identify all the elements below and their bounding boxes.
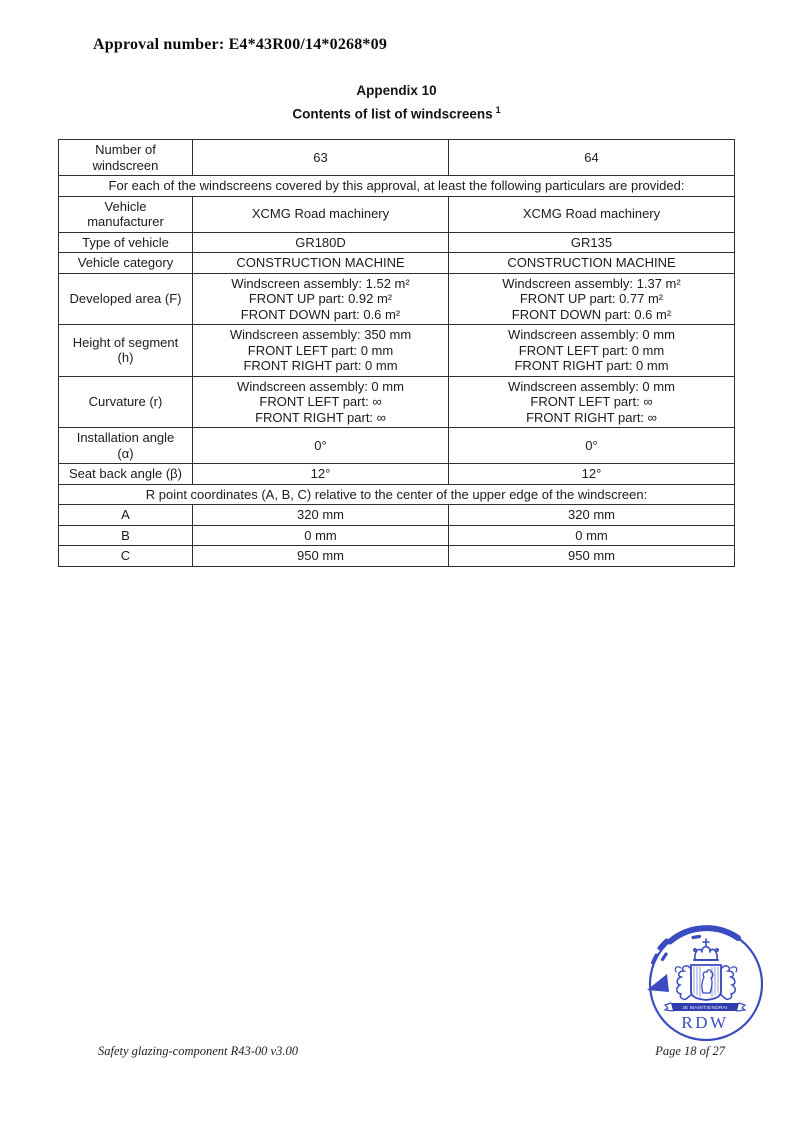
- cell-line: Windscreen assembly: 350 mm: [229, 327, 412, 342]
- page-title-text: Contents of list of windscreens: [292, 106, 493, 122]
- cell-line: 0°: [585, 437, 598, 453]
- row-label-cell: [59, 196, 193, 232]
- value-cell: [193, 525, 449, 546]
- swoosh-arc: [670, 928, 738, 941]
- value-cell: [193, 428, 449, 464]
- table-span-cell: For each of the windscreens covered by this approval, at least the following particulars are provided:: [59, 176, 735, 197]
- cell-line: Curvature (r): [88, 394, 163, 409]
- cell-line: Windscreen assembly: 1.37 m²: [502, 275, 681, 291]
- table-row: [59, 273, 735, 325]
- cell-line: Number of: [95, 142, 156, 157]
- value-cell: [193, 253, 449, 274]
- footer-document-version: Safety glazing-component R43-00 v3.00: [98, 1044, 298, 1058]
- cell-line: 320 mm: [568, 507, 615, 522]
- stamp-motto: JE MAINTIENDRAI: [682, 1005, 728, 1010]
- swoosh-dash-icon: [653, 956, 657, 963]
- cell-line: FRONT UP part: 0.92 m²: [248, 291, 393, 306]
- swoosh-dash-icon: [663, 954, 667, 960]
- cell-line: 0 mm: [304, 527, 337, 543]
- cell-line: A: [121, 507, 130, 522]
- lion-left-icon: [677, 966, 691, 999]
- value-cell: [449, 376, 735, 428]
- appendix-title: Appendix 10: [356, 83, 437, 98]
- value-cell: [193, 196, 449, 232]
- cell-line: CONSTRUCTION MACHINE: [236, 255, 405, 270]
- cell-line: FRONT LEFT part: ∞: [530, 394, 653, 409]
- cell-line: Windscreen assembly: 1.52 m²: [231, 275, 410, 291]
- cell-line: XCMG Road machinery: [251, 206, 390, 222]
- cell-line: Vehicle: [104, 198, 147, 214]
- windscreen-table-body: [59, 140, 735, 567]
- value-cell: [449, 505, 735, 526]
- row-label-cell: [59, 140, 193, 176]
- footnote-marker: 1: [495, 105, 501, 115]
- value-cell: [193, 376, 449, 428]
- cell-line: Height of segment: [72, 334, 179, 350]
- cell-line: Developed area (F): [69, 291, 182, 306]
- value-cell: [193, 140, 449, 176]
- cell-line: FRONT DOWN part: 0.6 m²: [240, 306, 401, 322]
- value-cell: [449, 140, 735, 176]
- shield-icon: [691, 965, 721, 1000]
- cell-line: FRONT DOWN part: 0.6 m²: [511, 306, 672, 322]
- page-title: [0, 105, 793, 122]
- row-label-cell: [59, 273, 193, 325]
- cell-line: manufacturer: [87, 214, 164, 229]
- table-row: [59, 525, 735, 546]
- cell-line: Seat back angle (β): [69, 466, 182, 481]
- row-label-cell: [59, 428, 193, 464]
- cell-line: CONSTRUCTION MACHINE: [507, 255, 676, 270]
- cell-line: Windscreen assembly: 0 mm: [508, 327, 675, 342]
- cell-line: 0°: [314, 437, 327, 453]
- cell-line: (h): [117, 350, 134, 366]
- cell-line: XCMG Road machinery: [522, 206, 661, 222]
- cell-line: GR180D: [295, 234, 346, 250]
- swoosh-dash-icon: [693, 937, 700, 938]
- cell-line: FRONT RIGHT part: 0 mm: [514, 358, 669, 373]
- cell-line: (α): [117, 445, 134, 461]
- cell-line: FRONT RIGHT part: ∞: [255, 409, 386, 425]
- table-row: [59, 428, 735, 464]
- cell-line: 64: [584, 149, 599, 165]
- table-row: [59, 376, 735, 428]
- cell-line: 320 mm: [297, 507, 344, 522]
- table-row: [59, 232, 735, 253]
- cell-line: 950 mm: [297, 548, 344, 563]
- row-label-cell: [59, 505, 193, 526]
- lion-right-icon: [721, 966, 735, 999]
- table-row: [59, 464, 735, 485]
- table-row: [59, 253, 735, 274]
- row-label-cell: [59, 232, 193, 253]
- value-cell: [449, 196, 735, 232]
- table-row: [59, 196, 735, 232]
- cell-line: 12°: [310, 466, 331, 481]
- value-cell: [193, 232, 449, 253]
- value-cell: [193, 546, 449, 567]
- table-row: [59, 176, 735, 197]
- cell-line: C: [120, 548, 131, 563]
- row-label-cell: [59, 325, 193, 377]
- table-span-cell: R point coordinates (A, B, C) relative to the center of the upper edge of the windscreen:: [59, 484, 735, 505]
- value-cell: [449, 525, 735, 546]
- rdw-stamp: [641, 921, 769, 1047]
- cell-line: Type of vehicle: [82, 234, 169, 250]
- stamp-org-label: RDW: [681, 1013, 729, 1032]
- value-cell: [449, 232, 735, 253]
- cell-line: FRONT LEFT part: 0 mm: [518, 342, 665, 358]
- approval-number: Approval number: E4*43R00/14*0268*09: [93, 36, 388, 53]
- value-cell: [193, 273, 449, 325]
- value-cell: [449, 428, 735, 464]
- row-label-cell: [59, 464, 193, 485]
- cell-line: FRONT RIGHT part: ∞: [526, 409, 657, 425]
- value-cell: [193, 464, 449, 485]
- cell-line: 0 mm: [575, 527, 608, 543]
- value-cell: [449, 273, 735, 325]
- cell-line: FRONT RIGHT part: 0 mm: [243, 358, 398, 373]
- table-row: [59, 484, 735, 505]
- cell-line: 12°: [581, 466, 602, 481]
- row-label-cell: [59, 376, 193, 428]
- table-row: [59, 140, 735, 176]
- cell-line: windscreen: [92, 157, 159, 173]
- cell-line: 63: [313, 149, 328, 165]
- row-label-cell: [59, 253, 193, 274]
- value-cell: [193, 325, 449, 377]
- row-label-cell: [59, 525, 193, 546]
- cell-line: Windscreen assembly: 0 mm: [508, 378, 675, 394]
- table-row: [59, 505, 735, 526]
- cell-line: 950 mm: [568, 548, 615, 563]
- value-cell: [193, 505, 449, 526]
- cell-line: FRONT LEFT part: ∞: [259, 394, 382, 409]
- cell-line: GR135: [570, 234, 613, 250]
- value-cell: [449, 253, 735, 274]
- windscreen-table: [58, 139, 735, 567]
- row-label-cell: [59, 546, 193, 567]
- cell-line: FRONT LEFT part: 0 mm: [247, 342, 394, 358]
- value-cell: [449, 546, 735, 567]
- cell-line: B: [121, 527, 130, 543]
- value-cell: [449, 325, 735, 377]
- cell-line: Vehicle category: [77, 255, 174, 270]
- footer-page-number: Page 18 of 27: [655, 1044, 725, 1058]
- table-row: [59, 546, 735, 567]
- cell-line: Installation angle: [76, 430, 175, 445]
- crown-icon: [694, 939, 718, 960]
- cell-line: FRONT UP part: 0.77 m²: [519, 291, 664, 306]
- cell-line: Windscreen assembly: 0 mm: [237, 378, 404, 394]
- table-row: [59, 325, 735, 377]
- value-cell: [449, 464, 735, 485]
